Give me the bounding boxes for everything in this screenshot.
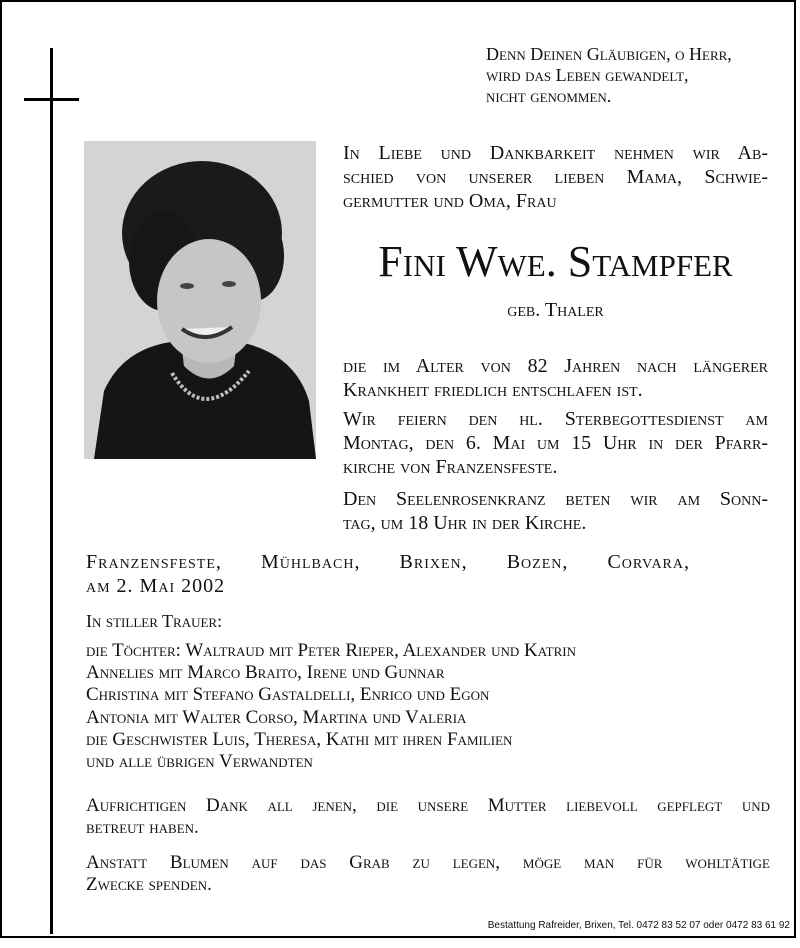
date-line: am 2. Mai 2002 — [86, 575, 226, 597]
mourner-line: Annelies mit Marco Braito, Irene und Gunnar — [86, 662, 445, 684]
deceased-name: Fini Wwe. Stampfer — [378, 237, 733, 286]
portrait-photo — [84, 141, 316, 459]
maiden-name: geb. Thaler — [507, 299, 604, 321]
place-and-date — [86, 550, 690, 598]
age-notice — [343, 354, 768, 402]
intro-line: In Liebe und Dankbarkeit nehmen wir Ab- — [343, 142, 768, 164]
service-line: kirche von Franzensfeste. — [343, 456, 558, 478]
place-line: Franzensfeste, Mühlbach, Brixen, Bozen, Corvara, — [86, 551, 690, 573]
mourner-line: und alle übrigen Verwandten — [86, 751, 313, 773]
mourner-line: die Geschwister Luis, Theresa, Kathi mit ihren Familien — [86, 728, 513, 750]
mourners-list — [86, 640, 576, 773]
bible-motto — [486, 44, 732, 107]
age-line: Krankheit friedlich entschlafen ist. — [343, 379, 643, 401]
mourner-line: die Töchter: Waltraud mit Peter Rieper, Alexander und Katrin — [86, 640, 577, 661]
rosary-notice — [343, 487, 768, 535]
rosary-line: Den Seelenrosenkranz beten wir am Sonn- — [343, 488, 768, 510]
motto-line: Denn Deinen Gläubigen, o Herr, — [486, 44, 732, 64]
age-line: die im Alter von 82 Jahren nach längerer — [343, 355, 768, 377]
motto-line: wird das Leben gewandelt, — [486, 65, 689, 85]
intro-line: schied von unserer lieben Mama, Schwie- — [343, 166, 768, 188]
mourner-line: Antonia mit Walter Corso, Martina und Valeria — [86, 706, 467, 728]
thanks-note — [86, 795, 770, 839]
thanks-line: betreut haben. — [86, 817, 199, 838]
mourning-heading: In stiller Trauer: — [86, 611, 223, 631]
farewell-intro — [343, 141, 768, 213]
thanks-line: Aufrichtigen Dank all jenen, die unsere Mutter liebevoll gepflegt und — [86, 795, 770, 816]
flowers-line: Zwecke spenden. — [86, 874, 212, 895]
portrait-image — [84, 141, 316, 459]
intro-line: germutter und Oma, Frau — [343, 190, 557, 212]
rosary-line: tag, um 18 Uhr in der Kirche. — [343, 512, 587, 534]
service-line: Montag, den 6. Mai um 15 Uhr in der Pfarr- — [343, 432, 768, 454]
cross-icon-vertical — [50, 48, 53, 934]
funeral-home-footer: Bestattung Rafreider, Brixen, Tel. 0472 83 52 07 oder 0472 83 61 92 — [487, 920, 790, 931]
motto-line: nicht genommen. — [486, 86, 612, 106]
flowers-note — [86, 852, 770, 896]
funeral-service-notice — [343, 407, 768, 479]
cross-icon-horizontal — [24, 98, 79, 101]
service-line: Wir feiern den hl. Sterbegottesdienst am — [343, 408, 768, 430]
mourner-line: Christina mit Stefano Gastaldelli, Enrico und Egon — [86, 684, 490, 706]
flowers-line: Anstatt Blumen auf das Grab zu legen, möge man für wohltätige — [86, 852, 770, 873]
